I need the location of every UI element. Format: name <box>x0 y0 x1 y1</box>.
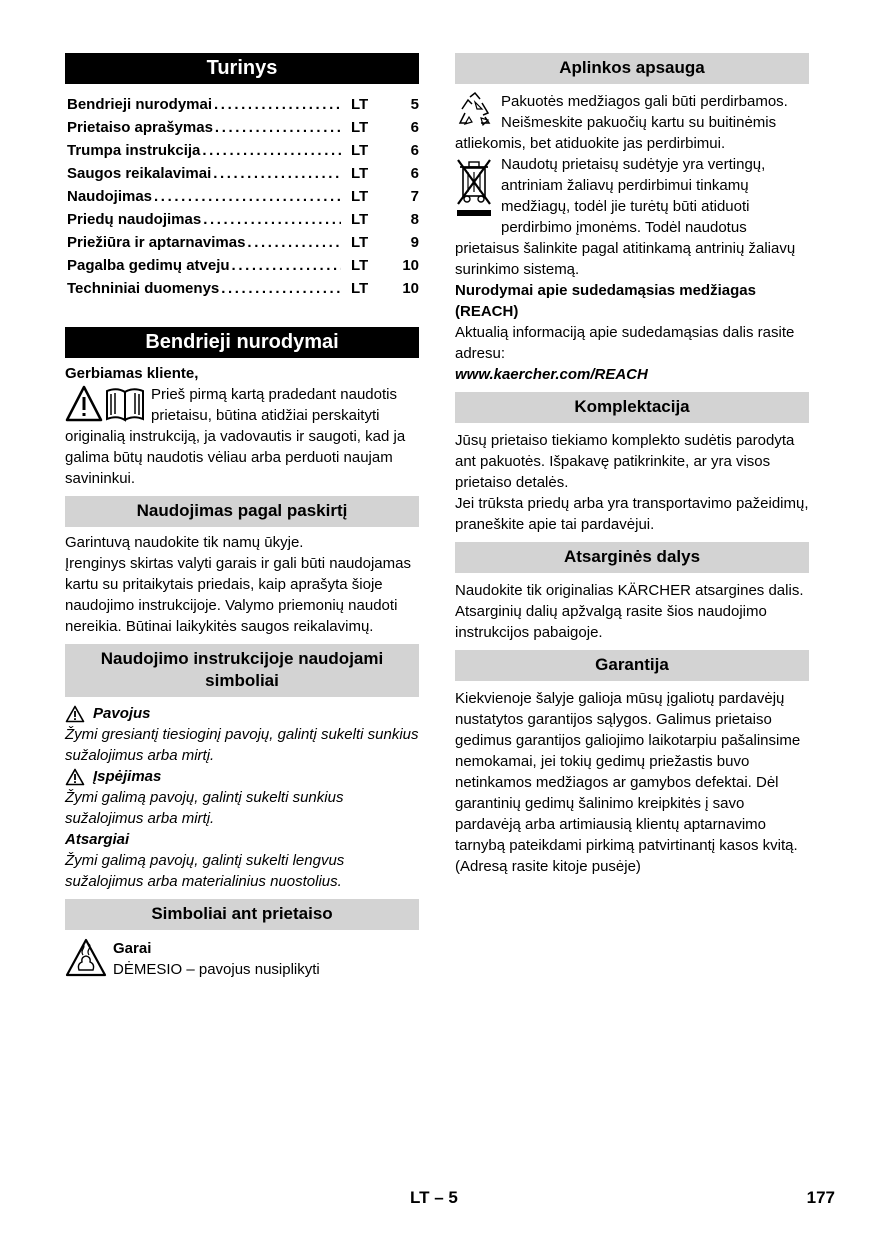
toc-entry[interactable] <box>67 209 419 232</box>
toc-entry-page: 10 <box>402 280 419 297</box>
environment-p1: Pakuotės medžiagos gali būti perdirbamos. Neišmeskite pakuočių kartu su buitinėmis atliekomis, bet atiduokite jas perdirbimui. <box>455 93 788 152</box>
caution-label: Atsargiai <box>65 831 130 848</box>
toc-entry-title: Pagalba gedimų atveju <box>67 257 230 274</box>
caution-text: Žymi galimą pavojų, galintį sukelti lengvus sužalojimus arba materialinius nuostolius. <box>65 852 345 890</box>
symbols-device-heading: Simboliai ant prietaiso <box>65 899 419 930</box>
toc-entry-title: Prietaiso aprašymas <box>67 119 213 136</box>
steam-symbol-text <box>113 938 320 980</box>
toc-entry-title: Techniniai duomenys <box>67 280 220 297</box>
general-intro-text: Prieš pirmą kartą pradedant naudotis prietaisu, būtina atidžiai perskaityti originalią instrukciją, ja vadovautis ir saugoti, kad ja galima būtų naudotis vėliau arba perduoti naujam savininkui. <box>65 386 406 487</box>
warning-read-manual-icon <box>65 384 145 424</box>
warranty-p1: Kiekvienoje šalyje galioja mūsų įgaliotų pardavėjų nustatytos garantijos sąlygos. Galimus prietaiso gedimus garantijos galiojimo laikotarpiu pašalinsime nemokamai, jei tokių gedimų priežastis buvo netinkamos medžiagos ar gamybos defektai. Dėl garantinių gedimų šalinimo kreipkitės į savo pardavėją arba artimiausią klientų aptarnavimo tarnybą pateikdami pirkimą patvirtinantį kasos kvitą. <box>455 690 801 854</box>
toc-entry-title: Naudojimas <box>67 188 153 205</box>
toc-entry-lang: LT <box>351 96 369 113</box>
warranty-heading: Garantija <box>455 650 809 681</box>
toc-entry[interactable] <box>67 186 419 209</box>
toc-leader <box>214 94 341 115</box>
toc-entry-title: Saugos reikalavimai <box>67 165 212 182</box>
toc-entry-page: 6 <box>410 142 419 159</box>
toc-leader <box>213 163 341 184</box>
intended-use-p2: Įrenginys skirtas valyti garais ir gali būti naudojamas kartu su pritaikytais priedais, kaip aprašyta šioje naudojimo instrukcijoje. Valymo priemonių naudoti nereikia. Būtinai laikykitės saugos reikalavimų. <box>65 555 411 635</box>
toc-entry-lang: LT <box>351 280 369 297</box>
toc-leader <box>221 278 341 299</box>
toc-entry-lang: LT <box>351 188 369 205</box>
spare-parts-heading: Atsarginės dalys <box>455 542 809 573</box>
toc-leader <box>232 255 341 276</box>
toc-leader <box>154 186 341 207</box>
toc-entry-lang: LT <box>351 119 369 136</box>
toc-entry-lang: LT <box>351 234 369 251</box>
right-column <box>455 53 809 877</box>
toc-entry-lang: LT <box>351 211 369 228</box>
toc-entry[interactable] <box>67 255 419 278</box>
danger-label: Pavojus <box>93 705 151 722</box>
danger-label-row <box>65 703 419 724</box>
environment-p2: Naudotų prietaisų sudėtyje yra vertingų, antriniam žaliavų perdirbimui tinkamų medžiagų, todėl jie turėtų būti atiduoti perdirbimo įmonėms. Todėl naudotus prietaisus šalinkite pagal atitinkamą antrinių žaliavų surinkimo sistemą. <box>455 156 796 278</box>
toc-entry-title: Priežiūra ir aptarnavimas <box>67 234 246 251</box>
steam-text: DĖMESIO – pavojus nusiplikyti <box>113 961 320 978</box>
environment-heading: Aplinkos apsauga <box>455 53 809 84</box>
scope-p2: Jei trūksta priedų arba yra transportavimo pažeidimų, praneškite apie tai pardavėjui. <box>455 495 809 533</box>
warning-text: Žymi galimą pavojų, galintį sukelti sunkius sužalojimus arba mirtį. <box>65 789 344 827</box>
footer-page-number: 177 <box>806 1188 835 1207</box>
intended-use-p1: Garintuvą naudokite tik namų ūkyje. <box>65 534 304 551</box>
toc-entry-lang: LT <box>351 165 369 182</box>
steam-hazard-icon <box>65 938 107 978</box>
toc-entry[interactable] <box>67 117 419 140</box>
spare-parts-p1: Naudokite tik originalias KÄRCHER atsargines dalis. Atsarginių dalių apžvalgą rasite šios naudojimo instrukcijos pabaigoje. <box>455 582 804 641</box>
symbols-manual-heading: Naudojimo instrukcijoje naudojami simboliai <box>65 644 419 697</box>
toc-entry-page: 6 <box>410 165 419 182</box>
warning-triangle-icon <box>65 768 85 786</box>
toc-entry-page: 5 <box>410 96 419 113</box>
toc-entry-page: 9 <box>410 234 419 251</box>
recycling-icon <box>455 91 495 131</box>
toc-leader <box>247 232 341 253</box>
scope-p1: Jūsų prietaiso tiekiamo komplekto sudėtis parodyta ant pakuotės. Išpakavę patikrinkite, ar yra visos prietaiso detalės. <box>455 432 795 491</box>
steam-label: Garai <box>113 940 152 957</box>
greeting: Gerbiamas kliente, <box>65 365 199 382</box>
toc-entry-title: Bendrieji nurodymai <box>67 96 213 113</box>
warning-triangle-icon <box>65 705 85 723</box>
toc-entry-title: Trumpa instrukcija <box>67 142 201 159</box>
toc-entry-page: 6 <box>410 119 419 136</box>
crossed-bin-icon <box>455 154 495 218</box>
toc-heading: Turinys <box>65 53 419 84</box>
toc-entry-title: Priedų naudojimas <box>67 211 202 228</box>
toc-leader <box>202 140 341 161</box>
warranty-p2: (Adresą rasite kitoje pusėje) <box>455 858 641 875</box>
toc-entry[interactable] <box>67 278 419 301</box>
recycling-block <box>455 91 809 154</box>
footer-lang-page: LT – 5 <box>410 1188 458 1207</box>
toc-entry-page: 7 <box>410 188 419 205</box>
toc-entry[interactable] <box>67 94 419 117</box>
toc-entry-page: 8 <box>410 211 419 228</box>
left-column <box>65 53 419 980</box>
reach-title: Nurodymai apie sudedamąsias medžiagas (REACH) <box>455 282 756 320</box>
intended-use-heading: Naudojimas pagal paskirtį <box>65 496 419 527</box>
general-heading: Bendrieji nurodymai <box>65 327 419 358</box>
toc-entry[interactable] <box>67 140 419 163</box>
toc-entry[interactable] <box>67 163 419 186</box>
warning-label: Įspėjimas <box>93 768 162 785</box>
reach-url[interactable]: www.kaercher.com/REACH <box>455 366 648 383</box>
scope-heading: Komplektacija <box>455 392 809 423</box>
warning-label-row <box>65 766 419 787</box>
toc-entry-page: 10 <box>402 257 419 274</box>
toc-entry-lang: LT <box>351 257 369 274</box>
toc-entry[interactable] <box>67 232 419 255</box>
steam-symbol-row <box>65 938 419 980</box>
danger-text: Žymi gresiantį tiesioginį pavojų, galintį sukelti sunkius sužalojimus arba mirtį. <box>65 726 419 764</box>
reach-text: Aktualią informaciją apie sudedamąsias dalis rasite adresu: <box>455 324 795 362</box>
weee-block <box>455 154 809 280</box>
general-intro-block <box>65 384 419 489</box>
toc-leader <box>203 209 341 230</box>
toc-list <box>67 94 419 301</box>
toc-leader <box>215 117 341 138</box>
toc-entry-lang: LT <box>351 142 369 159</box>
